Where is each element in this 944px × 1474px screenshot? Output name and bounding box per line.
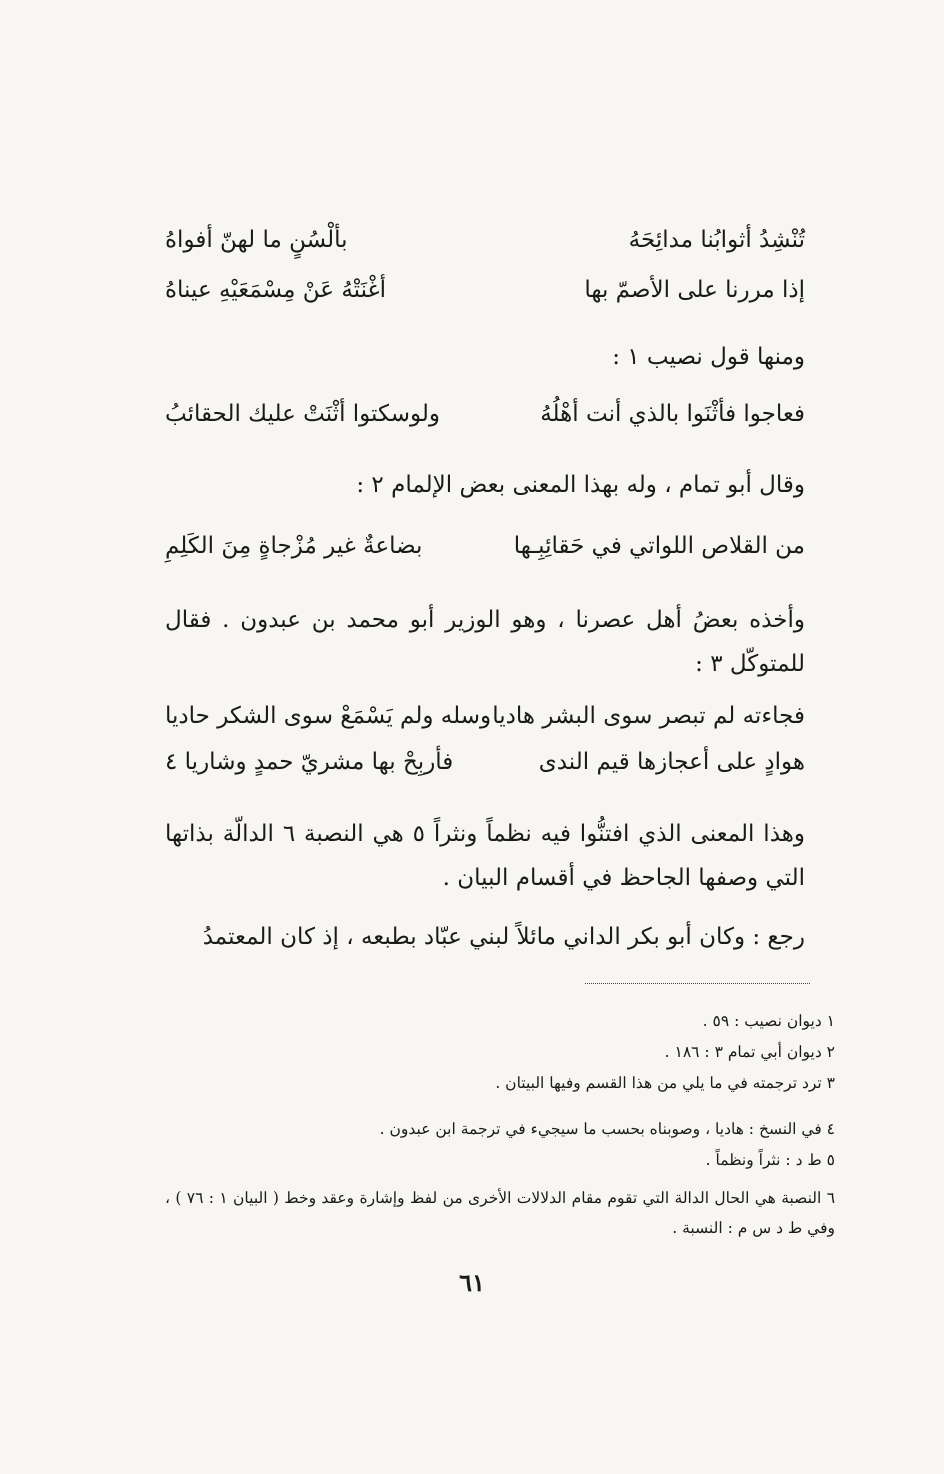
verse-hemistich-left: وسله ولم يَسْمَعْ سوى الشكر حاديا (165, 703, 492, 729)
footnote: ٢ ديوان أبي تمام ٣ : ١٨٦ . (664, 1043, 835, 1061)
verse-line (165, 524, 805, 568)
verse-line (165, 694, 805, 738)
verse-hemistich-right: فجاءته لم تبصر سوى البشر هاديا (492, 703, 805, 729)
footnote: ٤ في النسخ : هاديا ، وصوبناه بحسب ما سيجيء في ترجمة ابن عبدون . (379, 1120, 835, 1138)
intro-line: وقال أبو تمام ، وله بهذا المعنى بعض الإلمام ٢ : (356, 472, 805, 498)
footnote: ٦ النصبة هي الحال الدالة التي تقوم مقام الدلالات الأخرى من لفظ وإشارة وعقد وخط ( البيان ١ : ٧٦ ) ، وفي ط د س م : النسبة . (165, 1189, 836, 1237)
paragraph: وهذا المعنى الذي افتنُّوا فيه نظماً ونثراً ٥ هي النصبة ٦ الدالّة بذاتها التي وصفها الجاحظ في أقسام البيان . (165, 821, 805, 891)
intro-line: ومنها قول نصيب ١ : (612, 344, 805, 370)
verse-line (165, 392, 805, 436)
verse-hemistich-right: من القلاص اللواتي في حَقائِبِـها (513, 533, 805, 559)
verse-line (165, 268, 805, 312)
verse-line (165, 218, 805, 262)
verse-hemistich-left: أغْنَتْهُ عَنْ مِسْمَعَيْهِ عيناهُ (165, 277, 386, 303)
footnote: ٥ ط د : نثراً ونظماً . (705, 1151, 835, 1169)
page-number: ٦١ (459, 1268, 485, 1297)
footnote: ٣ ترد ترجمته في ما يلي من هذا القسم وفيها البيتان . (495, 1074, 835, 1092)
verse-hemistich-left: ولوسكتوا أثْنَتْ عليك الحقائبُ (165, 401, 440, 427)
verse-hemistich-right: فعاجوا فأثْنَوا بالذي أنت أهْلُهُ (540, 401, 805, 427)
footnote-separator (585, 983, 810, 984)
verse-hemistich-left: بألْسُنٍ ما لهنّ أفواهُ (165, 227, 348, 253)
verse-hemistich-right: إذا مررنا على الأصمّ بها (584, 277, 805, 303)
footnote: ١ ديوان نصيب : ٥٩ . (702, 1012, 835, 1030)
verse-hemistich-left: بضاعةٌ غير مُزْجاةٍ مِنَ الكَلِمِ (165, 533, 423, 559)
paragraph-last-line: رجع : وكان أبو بكر الداني مائلاً لبني عبّاد بطبعه ، إذ كان المعتمدُ (202, 924, 805, 950)
verse-hemistich-right: هوادٍ على أعجازها قيم الندى (538, 749, 805, 775)
verse-hemistich-left: فأربِحْ بها مشريّ حمدٍ وشاريا ٤ (165, 749, 454, 775)
verse-hemistich-right: تُنْشِدُ أثوابُنا مدائِحَهُ (628, 227, 805, 253)
paragraph: وأخذه بعضُ أهل عصرنا ، وهو الوزير أبو محمد بن عبدون . فقال للمتوكّل ٣ : (165, 607, 805, 677)
verse-line (165, 740, 805, 784)
